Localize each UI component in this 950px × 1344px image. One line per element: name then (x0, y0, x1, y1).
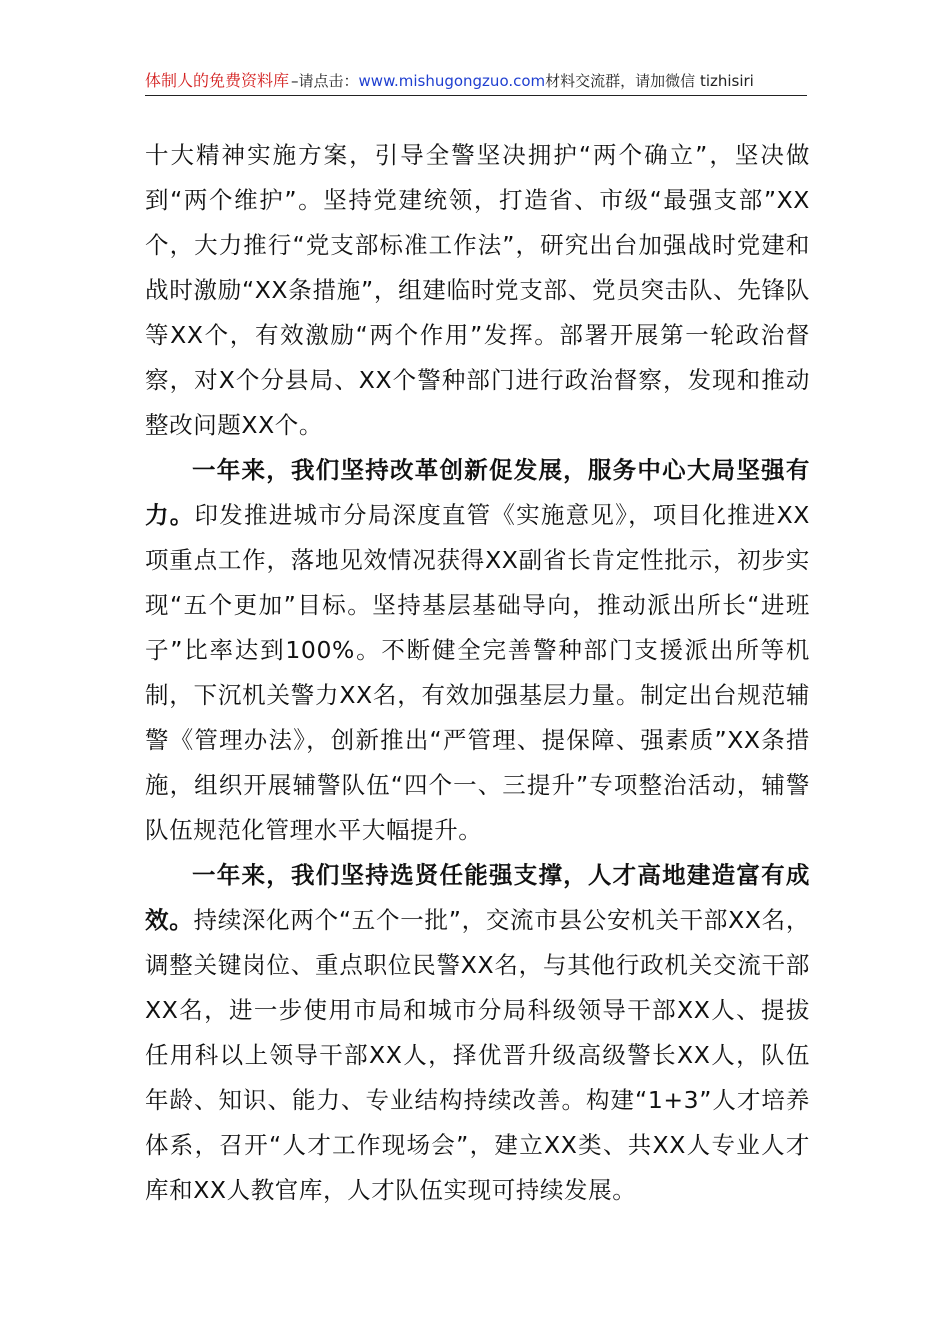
page-header (145, 68, 807, 96)
paragraph-3-lead: 一年来，我们坚持选贤任能强支撑，人才高地建造富有成效。 (145, 861, 810, 934)
paragraph-2-text: 印发推进城市分局深度直管《实施意见》，项目化推进XX项重点工作，落地见效情况获得XX副省长肯定性批示，初步实现“五个更加”目标。坚持基层基础导向，推动派出所长“进班子”比率达到100%。不断健全完善警种部门支援派出所等机制，下沉机关警力XX名，有效加强基层力量。制定出台规范辅警《管理办法》，创新推出“严管理、提保障、强素质”XX条措施，组织开展辅警队伍“四个一、三提升”专项整治活动，辅警队伍规范化管理水平大幅提升。 (145, 501, 811, 844)
paragraph-3-text: 持续深化两个“五个一批”，交流市县公安机关干部XX名，调整关键岗位、重点职位民警XX名，与其他行政机关交流干部XX名，进一步使用市局和城市分局科级领导干部XX人、提拔任用科以上领导干部XX人，择优晋升级高级警长XX人，队伍年龄、知识、能力、专业结构持续改善。构建“1+3”人才培养体系，召开“人才工作现场会”，建立XX类、共XX人专业人才库和XX人教官库，人才队伍实现可持续发展。 (145, 906, 810, 1204)
header-click-prompt: –请点击： (291, 72, 359, 90)
paragraph-1-text: 十大精神实施方案，引导全警坚决拥护“两个确立”，坚决做到“两个维护”。坚持党建统领，打造省、市级“最强支部”XX个，大力推行“党支部标准工作法”，研究出台加强战时党建和战时激励“XX条措施”，组建临时党支部、党员突击队、先锋队等XX个，有效激励“两个作用”发挥。部署开展第一轮政治督察，对X个分县局、XX个警种部门进行政治督察，发现和推动整改问题XX个。 (145, 141, 810, 439)
header-website-link[interactable]: www.mishugongzuo.com (358, 72, 546, 90)
paragraph-2-lead: 一年来，我们坚持改革创新促发展，服务中心大局坚强有力。 (145, 456, 810, 529)
header-brand: 体制人的免费资料库 (145, 71, 290, 90)
header-wechat-note: 材料交流群，请加微信 tizhisiri (545, 72, 754, 90)
paragraph-2 (145, 448, 810, 853)
paragraph-3 (145, 853, 810, 1213)
document-body (145, 133, 810, 1213)
paragraph-1 (145, 133, 810, 448)
